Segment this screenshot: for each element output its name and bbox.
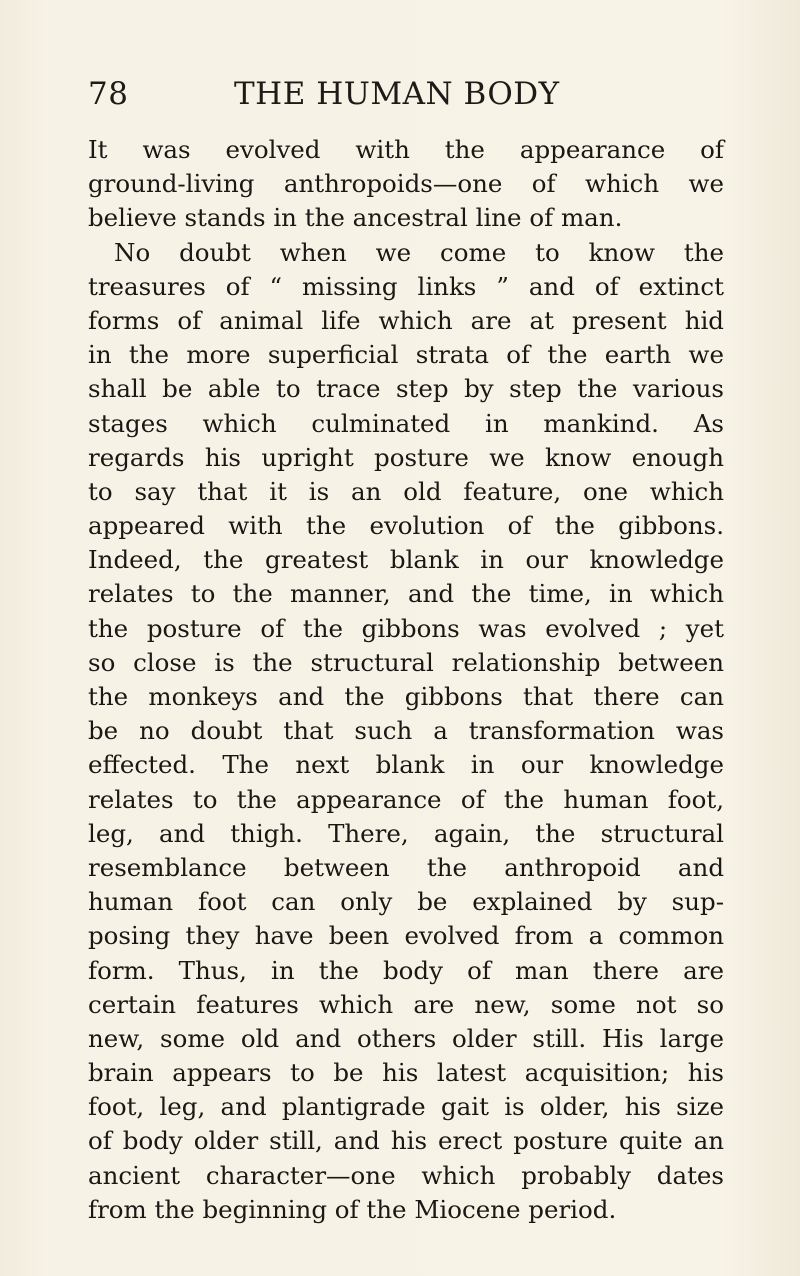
text-line: posing they have been evolved from a common bbox=[88, 921, 724, 951]
text-line: from the beginning of the Miocene period. bbox=[88, 1194, 617, 1224]
page-number: 78 bbox=[88, 76, 129, 112]
text-line: treasures of “ missing links ” and of extinct bbox=[88, 271, 724, 301]
text-line: Indeed, the greatest blank in our knowledge bbox=[88, 545, 724, 575]
text-line: leg, and thigh. There, again, the structural bbox=[88, 818, 724, 848]
text-line: of body older still, and his erect posture quite an bbox=[88, 1126, 724, 1156]
text-line: believe stands in the ancestral line of man. bbox=[88, 203, 623, 233]
text-line: the posture of the gibbons was evolved ; yet bbox=[88, 613, 724, 643]
text-line: effected. The next blank in our knowledge bbox=[88, 750, 724, 780]
text-line: relates to the appearance of the human foot, bbox=[88, 784, 724, 814]
running-head: THE HUMAN BODY bbox=[234, 76, 560, 112]
text-line: the monkeys and the gibbons that there can bbox=[88, 682, 724, 711]
text-line: No doubt when we come to know the bbox=[114, 237, 724, 267]
text-line: certain features which are new, some not so bbox=[88, 989, 724, 1019]
text-line: relates to the manner, and the time, in which bbox=[88, 579, 724, 609]
text-line: It was evolved with the appearance of bbox=[88, 135, 724, 164]
page-header bbox=[88, 76, 708, 116]
text-line: ground-living anthropoids—one of which we bbox=[88, 169, 724, 199]
text-line: shall be able to trace step by step the various bbox=[88, 374, 724, 404]
text-line: in the more superficial strata of the earth we bbox=[88, 340, 724, 370]
text-line: regards his upright posture we know enough bbox=[88, 442, 724, 472]
text-line: appeared with the evolution of the gibbons. bbox=[88, 511, 724, 541]
text-line: be no doubt that such a transformation was bbox=[88, 716, 724, 746]
text-line: stages which culminated in mankind. As bbox=[88, 408, 724, 438]
text-line: so close is the structural relationship between bbox=[88, 647, 724, 677]
text-line: brain appears to be his latest acquisition; his bbox=[88, 1058, 724, 1088]
text-line: foot, leg, and plantigrade gait is older, his size bbox=[88, 1092, 724, 1122]
text-line: to say that it is an old feature, one which bbox=[88, 476, 724, 506]
text-line: forms of animal life which are at present hid bbox=[88, 305, 724, 335]
text-line: new, some old and others older still. His large bbox=[88, 1023, 724, 1053]
body-text bbox=[88, 133, 724, 1227]
text-line: ancient character—one which probably dates bbox=[88, 1160, 724, 1190]
text-line: human foot can only be explained by sup- bbox=[88, 887, 724, 917]
text-line: resemblance between the anthropoid and bbox=[88, 852, 724, 882]
text-line: form. Thus, in the body of man there are bbox=[88, 955, 724, 985]
